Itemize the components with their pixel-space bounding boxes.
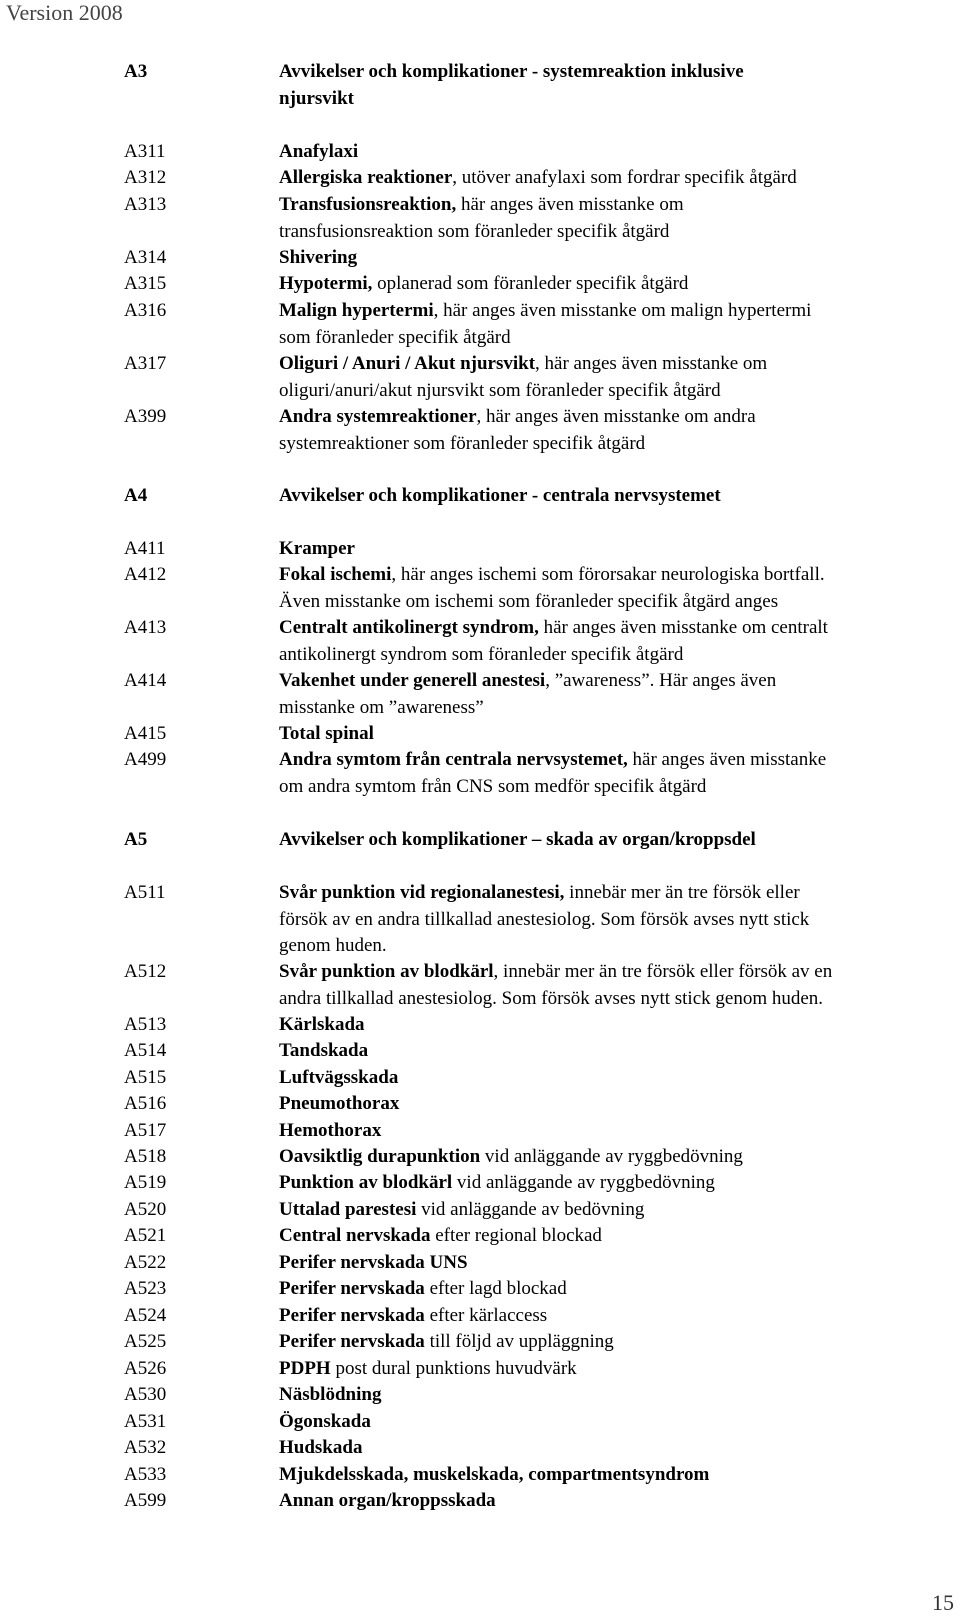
description-line	[279, 959, 959, 986]
description-line	[279, 325, 959, 352]
description-line	[279, 1197, 959, 1224]
plain-text: efter regional blockad	[430, 1225, 602, 1246]
code-description	[279, 1356, 959, 1383]
plain-text: antikolinergt syndrom som föranleder specifik åtgärd	[279, 643, 684, 665]
code: A315	[124, 273, 167, 294]
bold-term: Hypotermi,	[279, 273, 373, 294]
section-code: A5	[124, 829, 148, 850]
plain-text: , här anges även misstanke om andra	[476, 406, 756, 427]
bold-term: Svår punktion vid regionalanestesi,	[279, 882, 565, 903]
description-line	[279, 404, 959, 431]
bold-term: Vakenhet under generell anestesi	[279, 670, 546, 691]
code-description	[279, 192, 959, 245]
section-code: A4	[124, 485, 148, 506]
code: A512	[124, 961, 167, 982]
code: A399	[124, 406, 167, 427]
bold-term: Avvikelser och komplikationer – skada av organ/kroppsdel	[279, 829, 756, 850]
code: A499	[124, 749, 167, 770]
bold-term: Perifer nervskada UNS	[279, 1252, 468, 1273]
description-line	[279, 1409, 959, 1436]
description-line	[279, 378, 959, 405]
code: A524	[124, 1305, 167, 1326]
code-description	[279, 271, 959, 298]
description-line	[279, 431, 959, 458]
code-description	[279, 880, 959, 960]
bold-term: Perifer nervskada	[279, 1278, 425, 1299]
code: A316	[124, 300, 167, 321]
description-line	[279, 907, 959, 934]
code: A531	[124, 1411, 167, 1432]
bold-term: Andra systemreaktioner	[279, 406, 477, 427]
code: A312	[124, 167, 167, 188]
code: A516	[124, 1093, 167, 1114]
bold-term: Total spinal	[279, 723, 374, 744]
bold-term: Andra symtom från centrala nervsystemet,	[279, 749, 628, 770]
description-line	[279, 1488, 959, 1515]
bold-term: Malign hypertermi	[279, 300, 434, 321]
code-description	[279, 139, 959, 166]
description-line	[279, 1276, 959, 1303]
plain-text: systemreaktioner som föranleder specifik åtgärd	[279, 432, 646, 454]
section-code: A3	[124, 61, 148, 82]
description-line	[279, 298, 959, 325]
bold-term: Oliguri / Anuri / Akut njursvikt	[279, 353, 536, 374]
description-line	[279, 219, 959, 246]
code-description	[279, 747, 959, 800]
code-description	[279, 1144, 959, 1171]
plain-text: till följd av uppläggning	[424, 1331, 614, 1352]
description-line	[279, 245, 959, 272]
description-line	[279, 192, 959, 219]
section-title	[279, 59, 959, 112]
code-description	[279, 615, 959, 668]
description-line	[279, 1303, 959, 1330]
code-description	[279, 1329, 959, 1356]
code: A521	[124, 1225, 167, 1246]
section-title	[279, 483, 959, 510]
code: A314	[124, 247, 167, 268]
bold-term: Uttalad parestesi	[279, 1199, 417, 1220]
code-description	[279, 1488, 959, 1515]
bold-term: Ögonskada	[279, 1411, 371, 1432]
code-description	[279, 536, 959, 563]
description-line	[279, 1170, 959, 1197]
plain-text: här anges även misstanke om centralt	[538, 617, 828, 638]
code: A414	[124, 670, 167, 691]
plain-text: här anges även misstanke om	[456, 194, 684, 215]
plain-text: , här anges ischemi som förorsakar neurologiska bortfall.	[391, 564, 825, 585]
plain-text: Även misstanke om ischemi som föranleder specifik åtgärd anges	[279, 590, 779, 612]
plain-text: misstanke om ”awareness”	[279, 696, 484, 718]
description-line	[279, 1091, 959, 1118]
description-line	[279, 483, 959, 510]
code: A532	[124, 1437, 167, 1458]
description-line	[279, 1144, 959, 1171]
code-description	[279, 1118, 959, 1145]
plain-text: , här anges även misstanke om	[535, 353, 768, 374]
code-description	[279, 1462, 959, 1489]
plain-text: andra tillkallad anestesiolog. Som försök avses nytt stick genom huden.	[279, 987, 824, 1009]
description-line	[279, 1118, 959, 1145]
code-description	[279, 1223, 959, 1250]
code: A523	[124, 1278, 167, 1299]
bold-term: Kärlskada	[279, 1014, 365, 1035]
code-description	[279, 1012, 959, 1039]
description-line	[279, 695, 959, 722]
plain-text: innebär mer än tre försök eller	[564, 882, 800, 903]
plain-text: genom huden.	[279, 935, 387, 956]
description-line	[279, 774, 959, 801]
bold-term: Näsblödning	[279, 1384, 382, 1405]
bold-term: Avvikelser och komplikationer - systemreaktion inklusive	[279, 61, 744, 82]
code-description	[279, 1038, 959, 1065]
description-line	[279, 139, 959, 166]
code: A519	[124, 1172, 167, 1193]
section-title	[279, 827, 959, 854]
code: A413	[124, 617, 167, 638]
code: A515	[124, 1067, 167, 1088]
code: A311	[124, 141, 166, 162]
plain-text: försök av en andra tillkallad anestesiolog. Som försök avses nytt stick	[279, 908, 810, 930]
bold-term: Luftvägsskada	[279, 1067, 399, 1088]
bold-term: Mjukdelsskada, muskelskada, compartmentsyndrom	[279, 1464, 710, 1485]
plain-text: vid anläggande av ryggbedövning	[452, 1172, 715, 1193]
code: A533	[124, 1464, 167, 1485]
plain-text: , utöver anafylaxi som fordrar specifik åtgärd	[452, 167, 797, 188]
code-description	[279, 668, 959, 721]
code: A317	[124, 353, 167, 374]
code: A412	[124, 564, 167, 585]
code: A313	[124, 194, 167, 215]
page-number: 15	[932, 1590, 954, 1615]
code: A599	[124, 1490, 167, 1511]
description-line	[279, 1038, 959, 1065]
description-line	[279, 59, 959, 86]
bold-term: Perifer nervskada	[279, 1305, 425, 1326]
description-line	[279, 880, 959, 907]
plain-text: oliguri/anuri/akut njursvikt som föranleder specifik åtgärd	[279, 379, 721, 401]
description-line	[279, 1462, 959, 1489]
plain-text: som föranleder specifik åtgärd	[279, 326, 511, 348]
code: A526	[124, 1358, 167, 1379]
description-line	[279, 1329, 959, 1356]
description-line	[279, 589, 959, 616]
description-line	[279, 165, 959, 192]
code-description	[279, 1435, 959, 1462]
description-line	[279, 1435, 959, 1462]
code-description	[279, 1170, 959, 1197]
description-line	[279, 1223, 959, 1250]
description-line	[279, 747, 959, 774]
bold-term: Oavsiktlig durapunktion	[279, 1146, 481, 1167]
code-description	[279, 959, 959, 1012]
bold-term: Allergiska reaktioner	[279, 167, 453, 188]
bold-term: Anafylaxi	[279, 141, 359, 162]
code: A415	[124, 723, 167, 744]
plain-text: post dural punktions huvudvärk	[330, 1358, 577, 1379]
bold-term: PDPH	[279, 1358, 331, 1379]
code-description	[279, 1382, 959, 1409]
description-line	[279, 721, 959, 748]
plain-text: här anges även misstanke	[627, 749, 827, 770]
bold-term: Shivering	[279, 247, 358, 268]
description-line	[279, 562, 959, 589]
description-line	[279, 536, 959, 563]
code: A513	[124, 1014, 167, 1035]
code-description	[279, 404, 959, 457]
plain-text: , ”awareness”. Här anges även	[545, 670, 777, 691]
description-line	[279, 1012, 959, 1039]
bold-term: Kramper	[279, 538, 355, 559]
code-description	[279, 351, 959, 404]
bold-term: Central nervskada	[279, 1225, 431, 1246]
description-line	[279, 668, 959, 695]
description-line	[279, 351, 959, 378]
code-description	[279, 1303, 959, 1330]
code-description	[279, 1065, 959, 1092]
bold-term: Centralt antikolinergt syndrom,	[279, 617, 539, 638]
bold-term: Pneumothorax	[279, 1093, 400, 1114]
description-line	[279, 1356, 959, 1383]
bold-term: Avvikelser och komplikationer - centrala nervsystemet	[279, 485, 721, 506]
plain-text: efter lagd blockad	[424, 1278, 567, 1299]
description-line	[279, 615, 959, 642]
bold-term: Hemothorax	[279, 1120, 382, 1141]
bold-term: Svår punktion av blodkärl	[279, 961, 494, 982]
code: A517	[124, 1120, 167, 1141]
code-description	[279, 1091, 959, 1118]
bold-term: Fokal ischemi	[279, 564, 392, 585]
description-line	[279, 933, 959, 960]
bold-term: Transfusionsreaktion,	[279, 194, 457, 215]
code-description	[279, 721, 959, 748]
description-line	[279, 86, 959, 113]
plain-text: vid anläggande av bedövning	[416, 1199, 645, 1220]
plain-text: , innebär mer än tre försök eller försök av en	[493, 961, 833, 982]
document-version: Version 2008	[6, 0, 123, 25]
code-description	[279, 1197, 959, 1224]
bold-term: njursvikt	[279, 87, 354, 109]
code: A411	[124, 538, 166, 559]
code-description	[279, 1276, 959, 1303]
code-description	[279, 1250, 959, 1277]
description-line	[279, 642, 959, 669]
code: A518	[124, 1146, 167, 1167]
description-line	[279, 271, 959, 298]
code: A520	[124, 1199, 167, 1220]
bold-term: Annan organ/kroppsskada	[279, 1490, 496, 1511]
code-description	[279, 245, 959, 272]
description-line	[279, 1250, 959, 1277]
plain-text: efter kärlaccess	[424, 1305, 548, 1326]
code: A525	[124, 1331, 167, 1352]
description-line	[279, 1382, 959, 1409]
plain-text: , här anges även misstanke om malign hypertermi	[433, 300, 812, 321]
description-line	[279, 1065, 959, 1092]
code: A522	[124, 1252, 167, 1273]
code-description	[279, 1409, 959, 1436]
bold-term: Hudskada	[279, 1437, 363, 1458]
code: A514	[124, 1040, 167, 1061]
code-description	[279, 298, 959, 351]
code: A511	[124, 882, 166, 903]
bold-term: Punktion av blodkärl	[279, 1172, 453, 1193]
plain-text: vid anläggande av ryggbedövning	[480, 1146, 743, 1167]
plain-text: transfusionsreaktion som föranleder specifik åtgärd	[279, 220, 670, 242]
code: A530	[124, 1384, 167, 1405]
bold-term: Perifer nervskada	[279, 1331, 425, 1352]
bold-term: Tandskada	[279, 1040, 369, 1061]
code-description	[279, 165, 959, 192]
description-line	[279, 827, 959, 854]
code-description	[279, 562, 959, 615]
plain-text: oplanerad som föranleder specifik åtgärd	[372, 273, 689, 294]
description-line	[279, 986, 959, 1013]
plain-text: om andra symtom från CNS som medför specifik åtgärd	[279, 775, 707, 797]
